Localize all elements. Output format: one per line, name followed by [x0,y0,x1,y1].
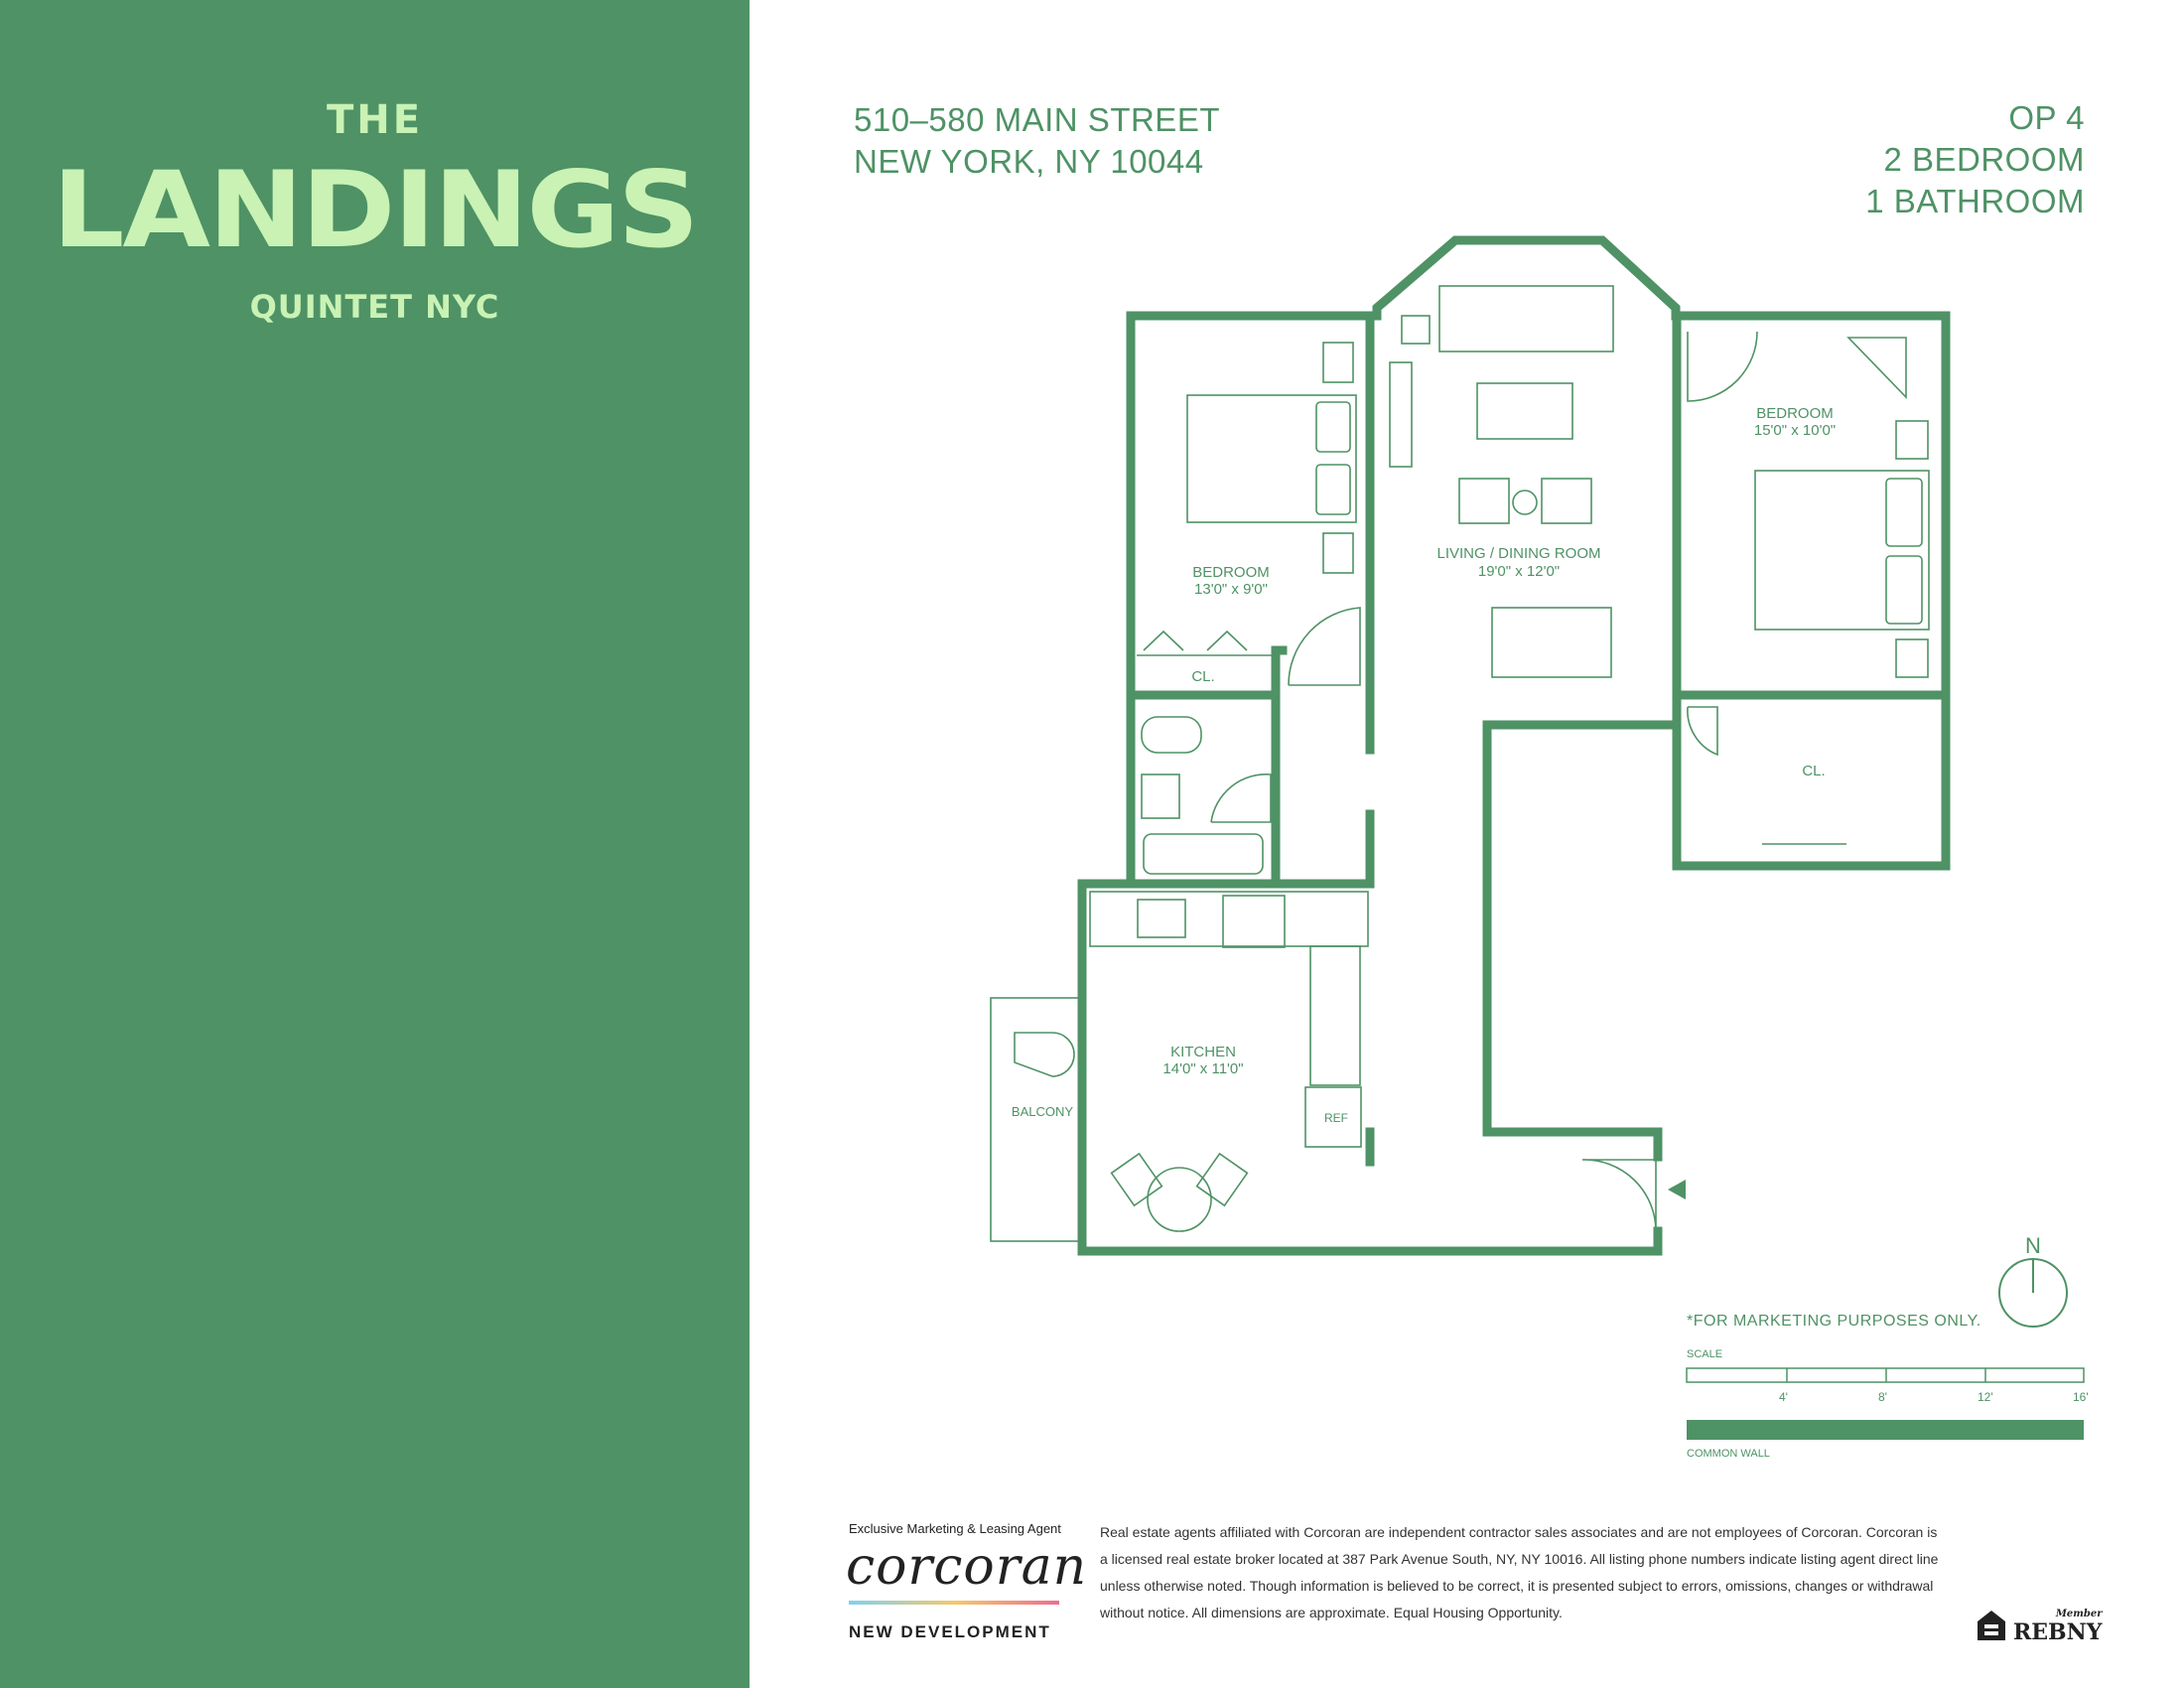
dining-table [1492,608,1611,677]
sink [1142,774,1179,818]
label-bedroom-left: BEDROOM [1192,564,1270,581]
scale-tick-label-2: 8' [1878,1390,1887,1404]
unit-bathrooms: 1 BATHROOM [1865,183,2085,219]
agent-logo: corcoran [846,1537,1088,1597]
pillow-right-1 [1886,479,1922,546]
compass-label: N [2025,1233,2041,1258]
scale-tick-label-1: 4' [1779,1390,1788,1404]
label-closet-right: CL. [1802,763,1826,779]
size-bedroom-right: 15'0" x 10'0" [1753,422,1837,439]
nightstand-left-1 [1323,343,1353,382]
agent-logo-bar [849,1601,1059,1605]
pillow-left-1 [1316,402,1350,452]
label-ref: REF [1324,1111,1348,1125]
rebny-name: REBNY [2013,1619,2103,1645]
marketing-note: *FOR MARKETING PURPOSES ONLY. [1687,1313,1981,1330]
nightstand-right-1 [1896,421,1928,459]
kitchen-sink [1138,900,1185,937]
agent-tagline: Exclusive Marketing & Leasing Agent [849,1521,1061,1536]
scale-label: SCALE [1687,1348,1723,1360]
rebny-member: Member [2055,1609,2103,1619]
equal-housing-icon [1976,1609,2007,1642]
wall-bath [1131,695,1276,879]
chair-right-bedroom [1848,338,1906,397]
scale-bar [1687,1368,2084,1382]
label-balcony: BALCONY [1011,1104,1074,1119]
door-left-bedroom [1289,608,1360,685]
door-bath [1211,774,1271,822]
label-closet-left: CL. [1191,668,1215,685]
pillow-left-2 [1316,465,1350,514]
coffee-table [1477,383,1572,439]
nightstand-right-2 [1896,639,1928,677]
label-bedroom-right: BEDROOM [1756,405,1834,422]
scale-tick-label-3: 12' [1978,1390,1993,1404]
address-line-2: NEW YORK, NY 10044 [854,143,1204,180]
label-living: LIVING / DINING ROOM [1436,545,1601,562]
media-console [1390,362,1412,467]
legal-disclaimer: Real estate agents affiliated with Corcoran are independent contractor sales associates and are not employees of Corcoran. Corcoran is a licensed real estate broker located at 387 Park Avenue South, NY, NY 10016. All listing phone numbers indicate listing agent direct line unless otherwise noted. Though information is believed to be correct, it is presented subject to errors, omissions, changes or withdrawal without notice. All dimensions are approximate. Equal Housing Opportunity. [1100,1524,1939,1620]
toilet [1142,717,1201,753]
scale-tick-label-4: 16' [2073,1390,2089,1404]
wall-right-bedroom [1677,318,1946,866]
wall-common-area [1487,725,1677,1157]
door-right-closet [1688,707,1717,755]
bed-right [1755,471,1929,630]
stove [1223,896,1285,947]
balcony [991,998,1080,1241]
door-entry [1582,1160,1656,1231]
door-right-bedroom [1688,332,1757,401]
label-kitchen: KITCHEN [1170,1044,1236,1060]
armchair-1 [1459,479,1509,523]
agent-division: NEW DEVELOPMENT [849,1622,1051,1641]
brand-subtitle: QUINTET NYC [249,288,500,326]
closet-door-2 [1207,632,1247,650]
bed-left [1187,395,1356,522]
size-kitchen: 14'0" x 11'0" [1162,1060,1244,1077]
nightstand-left-2 [1323,533,1353,573]
address-line-1: 510–580 MAIN STREET [854,101,1220,138]
kitchen-table [1148,1168,1211,1231]
side-table [1513,491,1537,514]
entry-marker [1668,1180,1686,1199]
brand-the: THE [326,97,424,143]
kitchen-counter [1090,892,1368,946]
common-wall-label: COMMON WALL [1687,1448,1770,1460]
sofa [1439,286,1613,352]
pillow-right-2 [1886,556,1922,624]
closet-door-1 [1144,632,1183,650]
unit-name: OP 4 [2008,99,2085,136]
armchair-2 [1542,479,1591,523]
size-bedroom-left: 13'0" x 9'0" [1194,581,1268,598]
kitchen-counter-side [1310,946,1360,1085]
balcony-chair [1015,1033,1074,1076]
rebny-logo [2013,1609,2102,1645]
brand-name: LANDINGS [52,149,698,271]
size-living: 19'0" x 12'0" [1477,563,1561,580]
bathtub [1144,834,1263,874]
plant-living [1402,316,1430,344]
common-wall-swatch [1687,1420,2084,1440]
unit-bedrooms: 2 BEDROOM [1883,141,2085,178]
